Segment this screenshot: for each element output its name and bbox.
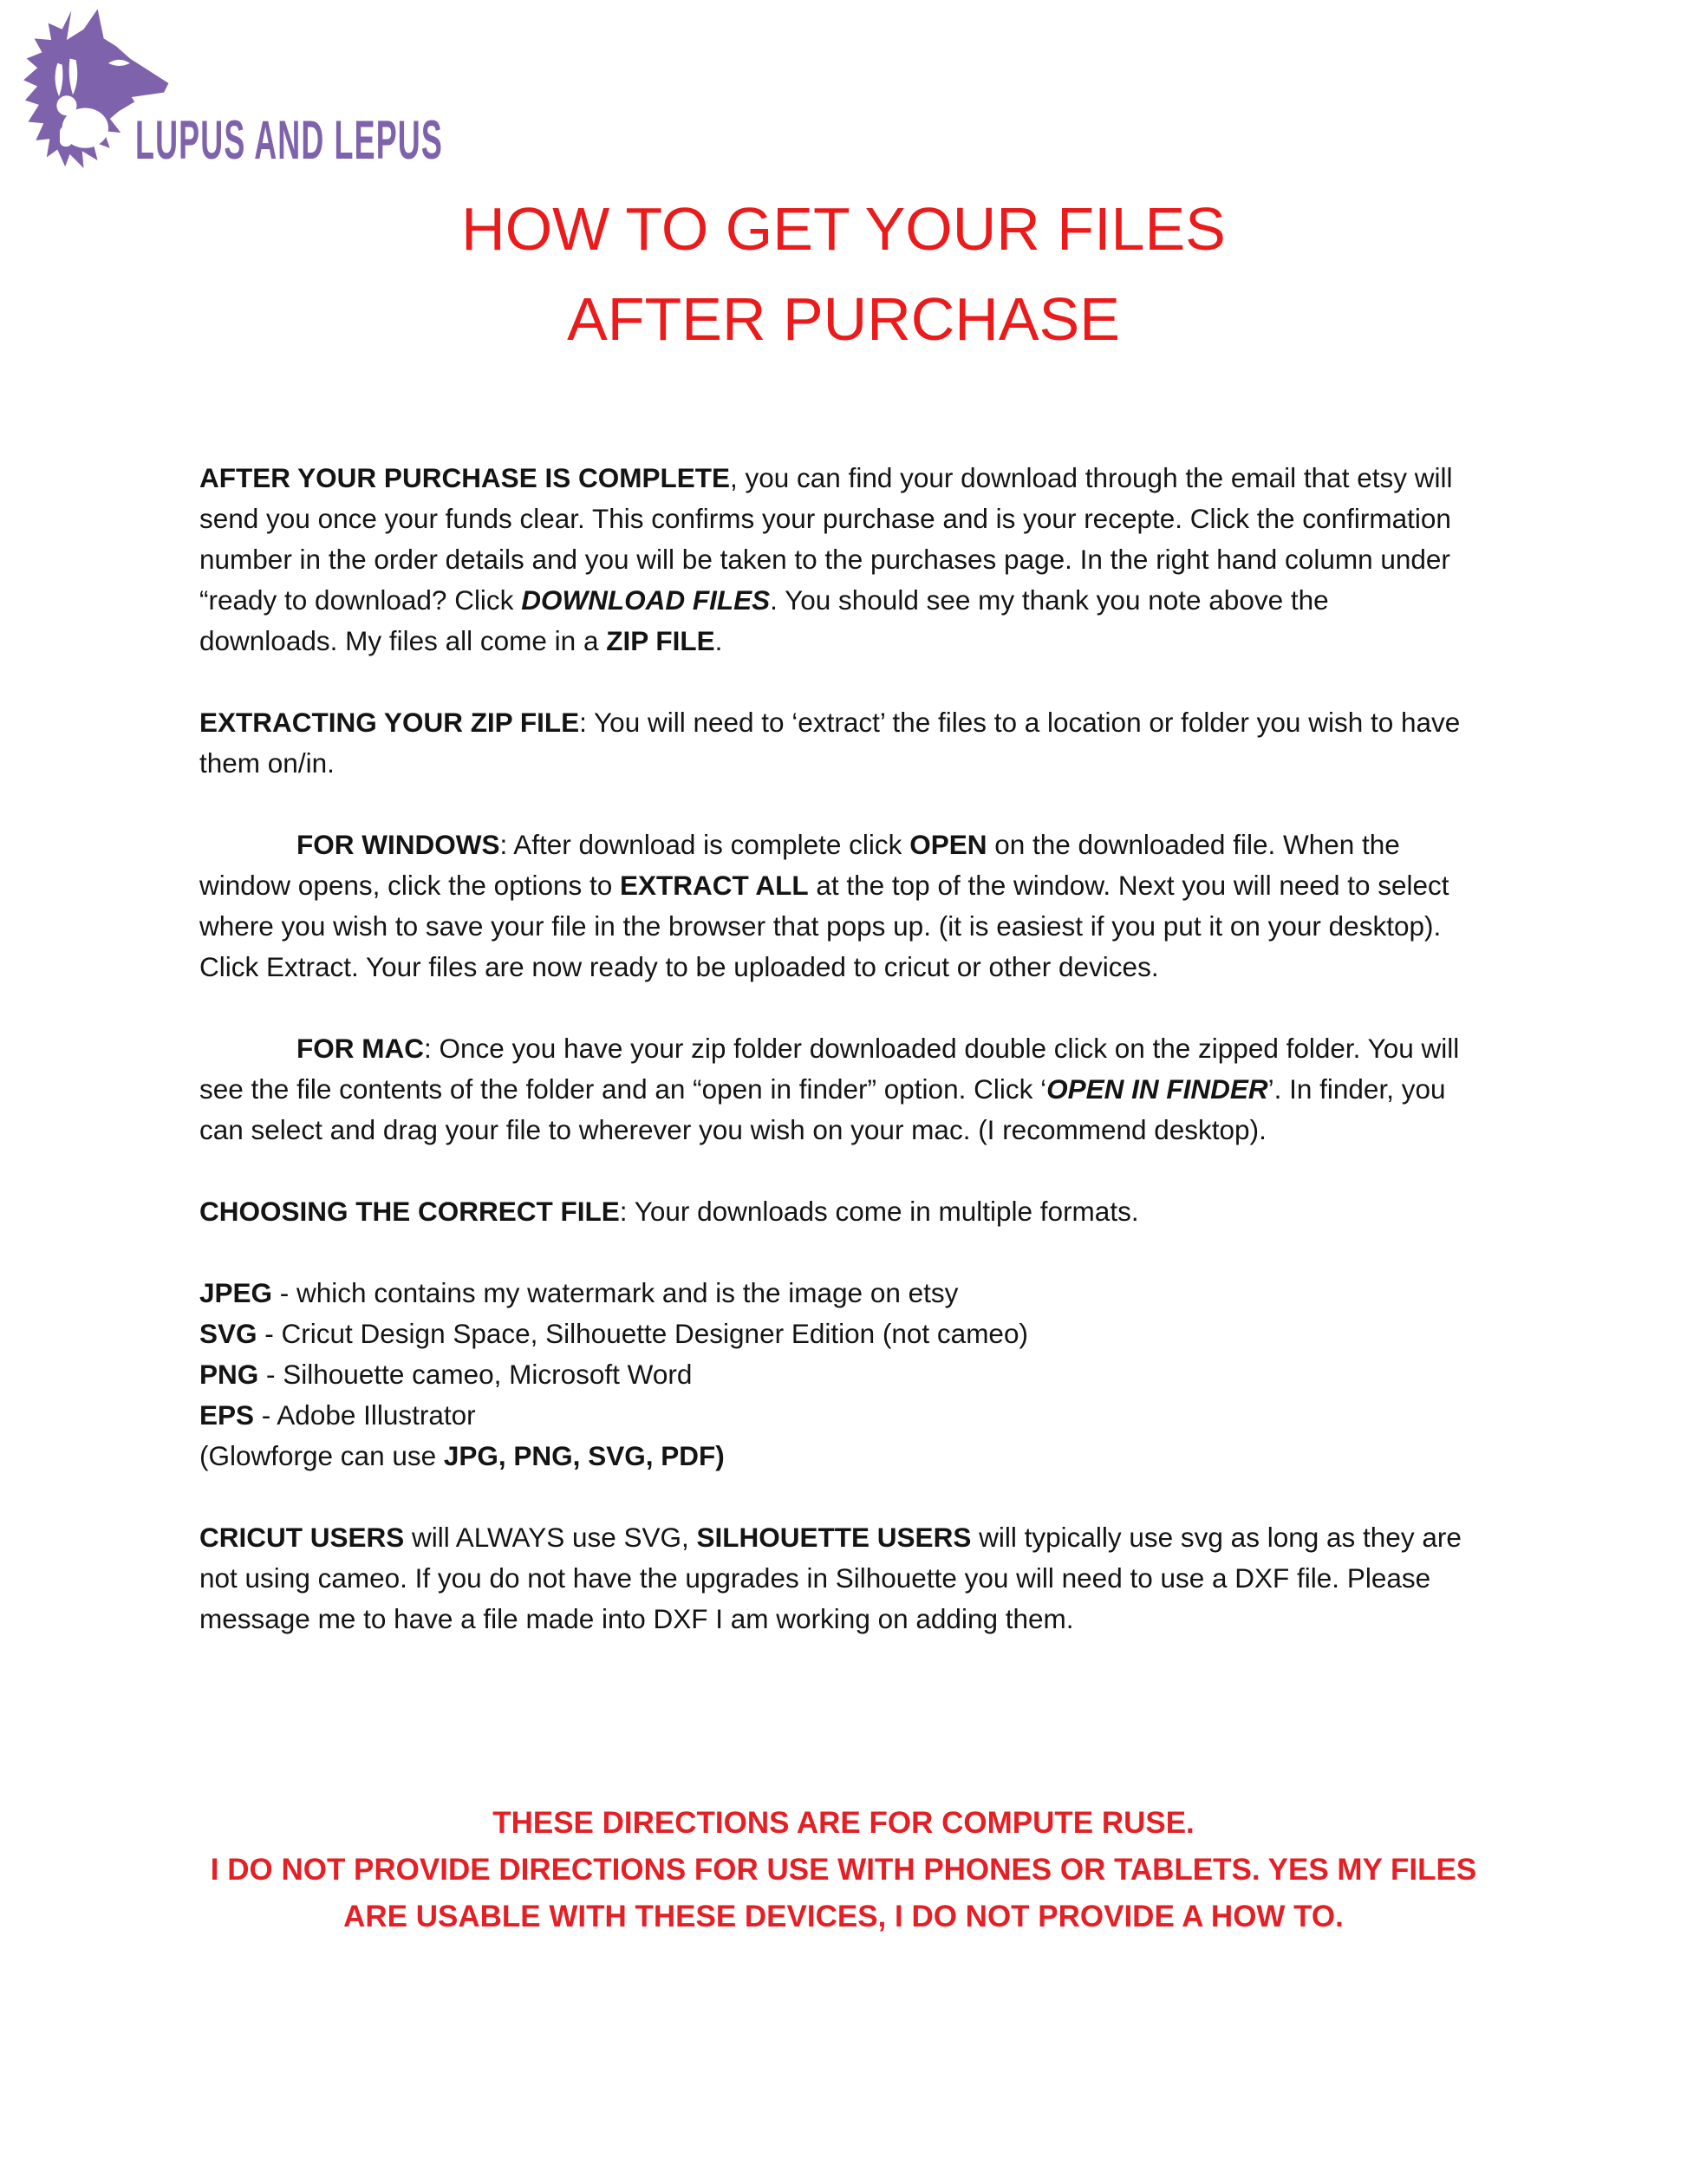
page-title-line-1: HOW TO GET YOUR FILES (461, 195, 1226, 263)
paragraph-for-windows (199, 825, 1472, 988)
paragraph-format-jpeg (199, 1273, 1472, 1314)
text-segment: EPS (199, 1399, 255, 1431)
device-notice-line-3: ARE USABLE WITH THESE DEVICES, I DO NOT PROVIDE A HOW TO. (343, 1900, 1344, 1933)
text-segment: - Adobe Illustrator (254, 1399, 476, 1431)
text-segment: PNG (199, 1359, 259, 1390)
text-segment: JPEG (199, 1277, 273, 1308)
text-segment: : You will need to ‘extract’ the files to a location or folder you wish to have them on/in. (199, 707, 1461, 779)
text-segment: will typically use svg as long as they are not using cameo. If you do not have the upgrades in Silhouette you will need to use a DXF file. Please message me to have a file made into DXF I am working on adding them. (199, 1522, 1462, 1634)
text-segment: : After download is complete click (499, 829, 910, 860)
page-title (0, 184, 1687, 364)
text-segment: , you can find your download through the email that etsy will send you once your funds clear. This confirms your purchase and is your recepte. Click the confirmation number in the order details and you will be taken to the purchases page. In the right hand column under “ready to download? Click (199, 462, 1453, 616)
text-segment: : Once you have your zip folder downloaded double click on the zipped folder. You will see the file contents of the folder and an “open in finder” option. Click ‘ (199, 1033, 1460, 1105)
paragraph-choosing-file (199, 1191, 1472, 1232)
text-segment: . (714, 625, 723, 656)
page-title-line-2: AFTER PURCHASE (567, 285, 1120, 353)
text-segment: DOWNLOAD FILES (521, 584, 771, 616)
paragraph-cricut-users (199, 1517, 1472, 1640)
text-segment: EXTRACT ALL (620, 870, 809, 901)
device-notice-line-1: THESE DIRECTIONS ARE FOR COMPUTE RUSE. (492, 1806, 1195, 1840)
body-text (199, 458, 1472, 1680)
paragraph-format-glowforge (199, 1436, 1472, 1477)
text-segment: will ALWAYS use SVG, (404, 1522, 697, 1553)
text-segment: at the top of the window. Next you will need to select where you wish to save your file in the browser that pops up. (it is easiest if you put it on your desktop). Click Extract. Your files are now ready to be uploaded to cricut or other devices. (199, 870, 1449, 982)
text-segment: JPG, PNG, SVG, PDF) (443, 1440, 725, 1471)
text-segment: SILHOUETTE USERS (696, 1522, 972, 1553)
text-segment: - Silhouette cameo, Microsoft Word (258, 1359, 693, 1390)
text-segment: CHOOSING THE CORRECT FILE (199, 1196, 620, 1227)
text-segment: CRICUT USERS (199, 1522, 405, 1553)
text-segment: : Your downloads come in multiple formats. (619, 1196, 1139, 1227)
text-segment: on the downloaded file. When the window opens, click the options to (199, 829, 1400, 901)
text-segment: ZIP FILE (606, 625, 715, 656)
text-segment: SVG (199, 1318, 257, 1349)
paragraph-for-mac (199, 1028, 1472, 1151)
text-segment: FOR MAC (296, 1033, 424, 1064)
text-segment: EXTRACTING YOUR ZIP FILE (199, 707, 580, 738)
text-segment: AFTER YOUR PURCHASE IS COMPLETE (199, 462, 730, 493)
paragraph-format-svg (199, 1314, 1472, 1354)
text-segment: . You should see my thank you note above the downloads. My files all come in a (199, 584, 1329, 656)
brand-logo (17, 9, 555, 182)
text-segment: ’. In finder, you can select and drag your file to wherever you wish on your mac. (I recommend desktop). (199, 1073, 1446, 1145)
text-segment: (Glowforge can use (199, 1440, 444, 1471)
text-segment: - which contains my watermark and is the image on etsy (272, 1277, 959, 1308)
text-segment: FOR WINDOWS (296, 829, 500, 860)
device-notice (0, 1800, 1687, 1940)
brand-name: LUPUS AND LEPUS (135, 110, 443, 171)
text-segment: - Cricut Design Space, Silhouette Designer Edition (not cameo) (257, 1318, 1028, 1349)
text-segment: OPEN (909, 829, 987, 860)
text-segment: OPEN IN FINDER (1046, 1073, 1268, 1105)
paragraph-extracting-zip (199, 702, 1472, 784)
paragraph-after-purchase (199, 458, 1472, 662)
paragraph-format-eps (199, 1395, 1472, 1436)
device-notice-line-2: I DO NOT PROVIDE DIRECTIONS FOR USE WITH PHONES OR TABLETS. YES MY FILES (210, 1853, 1477, 1887)
paragraph-format-png (199, 1354, 1472, 1395)
